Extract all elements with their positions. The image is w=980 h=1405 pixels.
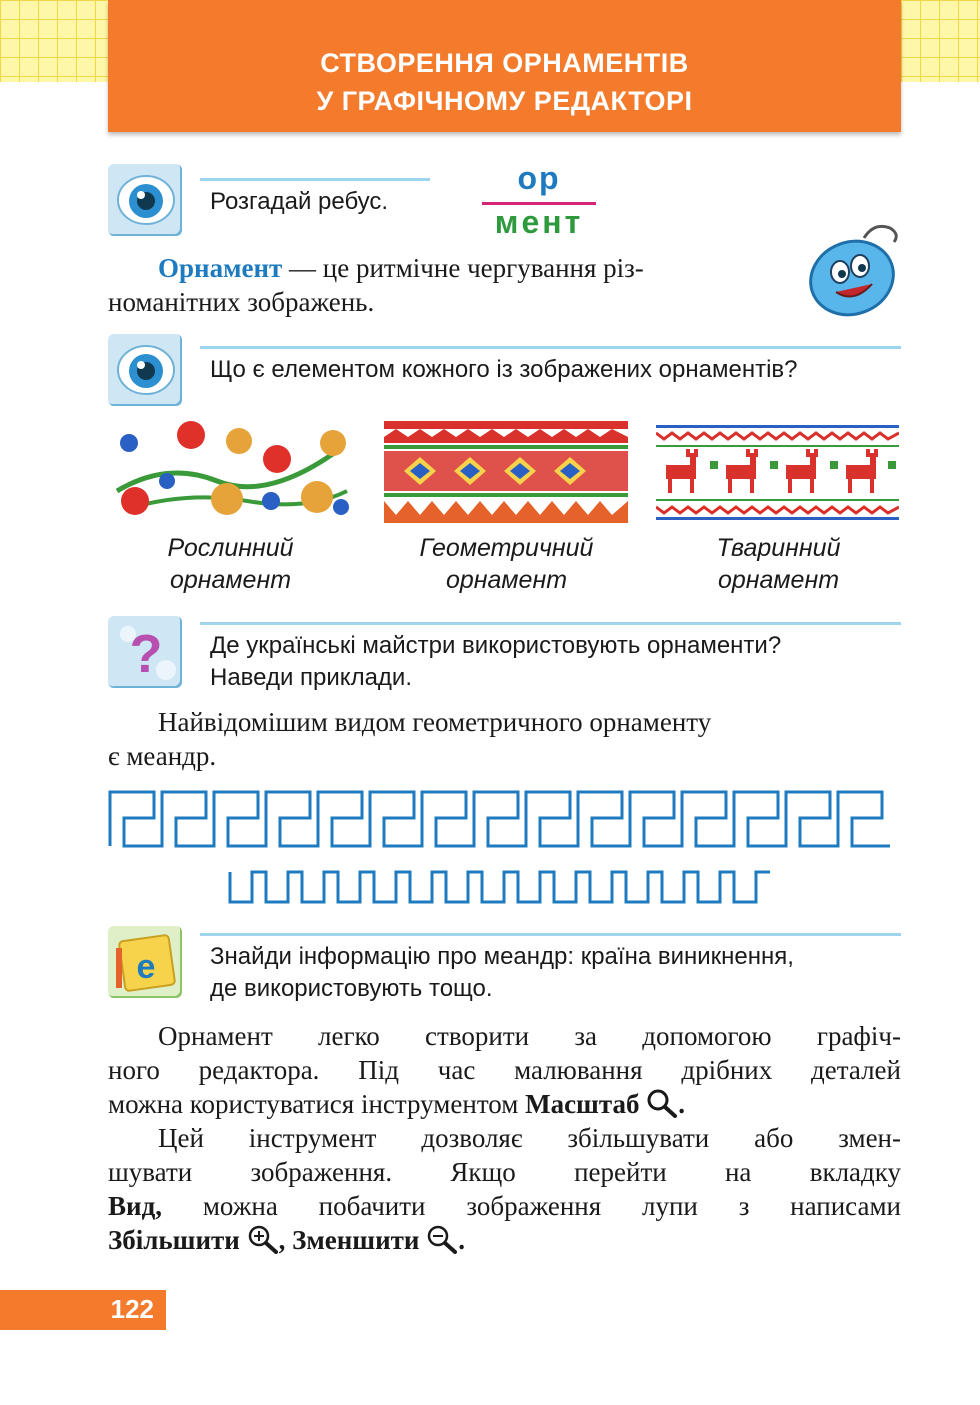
chapter-header [108,0,901,132]
svg-text:e: e [136,948,156,986]
definition-paragraph [108,251,798,319]
eye-icon [108,164,182,236]
chapter-title-line2: У ГРАФІЧНОМУ РЕДАКТОРІ [316,86,693,116]
task-divider-2 [200,346,901,349]
para1-line2: ного редактора. Під час малювання дрібних деталей [108,1055,901,1085]
animal-ornament-image [656,421,899,523]
caption-line1: Тваринний [716,534,841,562]
grid-decoration-right [901,0,980,82]
task-3-line2: Наведи приклади. [210,664,413,691]
meander-pattern-bottom [228,870,782,906]
meander-top-line [110,792,890,846]
para2-line3 [108,1189,901,1223]
question-icon [108,616,182,688]
task-text-2: Що є елементом кожного із зображених орнаментів? [210,356,798,383]
caption-line2: орнамент [169,566,292,594]
svg-text:?: ? [129,624,163,684]
caption-line1: Рослинний [167,534,294,562]
para1-line3-end: . [678,1089,685,1119]
task-divider-4 [200,933,901,936]
para2-separator: , [278,1225,293,1255]
chapter-title-line1: СТВОРЕННЯ ОРНАМЕНТІВ [320,48,689,78]
paragraph-graphic-editor [108,1019,901,1126]
geometric-ornament-caption [384,532,629,596]
task-text-3 [210,630,781,694]
para2-line3-text: можна побачити зображення лупи з написами [161,1191,901,1221]
definition-text: — це ритмічне чергування різ- [282,253,644,283]
page-number-tab [0,1290,166,1330]
caption-line1: Геометричний [419,534,594,562]
rebus-top: ор [517,160,561,196]
para1-line3-text: можна користуватися інструментом [108,1089,526,1119]
geometric-ornament-image [384,421,628,523]
meander-pattern-top [108,788,902,848]
definition-term: Орнамент [158,253,283,283]
page-number: 122 [110,1294,154,1324]
task-3-line1: Де українські майстри використовують орнаменти? [210,632,782,659]
browser-icon [108,926,182,998]
para2-line4-end: . [458,1225,465,1255]
zoom-tool-name: Масштаб [525,1089,640,1119]
para2-line2: шувати зображення. Якщо перейти на вкладку [108,1157,901,1187]
meander-paragraph [108,705,901,773]
meander-bottom-line [230,872,770,902]
animal-ornament-caption [656,532,901,596]
rebus-bottom: мент [494,204,584,240]
view-tab-name: Вид, [108,1191,162,1221]
para2-line4 [108,1223,901,1262]
task-4-line2: де використовують тощо. [210,975,493,1002]
caption-line2: орнамент [717,566,840,594]
task-text-1: Розгадай ребус. [210,188,389,215]
mouse-mascot-icon [804,220,902,318]
floral-ornament-caption [108,532,353,596]
task-icon-box-3 [108,616,182,688]
task-divider-1 [200,178,430,181]
para1-line1: Орнамент легко створити за допомогою графіч- [158,1021,901,1051]
paragraph-zoom-tool [108,1121,901,1262]
meander-line1: Найвідомішим видом геометричного орнаменту [158,707,712,737]
task-icon-box-1 [108,164,182,236]
task-4-line1: Знайди інформацію про меандр: країна виникнення, [210,943,794,970]
definition-line2: номанітних зображень. [108,287,375,317]
definition-line1 [108,251,798,285]
zoom-out-label: Зменшити [292,1225,420,1255]
floral-ornament-image [107,421,354,523]
para2-line1: Цей інструмент дозволяє збільшувати або змен- [158,1123,901,1153]
grid-decoration-left [0,0,108,82]
zoom-in-label: Збільшити [108,1225,240,1255]
eye-icon [108,334,182,406]
zoom-out-icon [426,1224,458,1262]
rebus [478,160,600,240]
caption-line2: орнамент [445,566,568,594]
zoom-in-icon [247,1224,279,1262]
task-divider-3 [200,622,901,625]
task-icon-box-4 [108,926,182,998]
task-text-4 [210,941,794,1005]
meander-line2: є меандр. [108,741,217,771]
task-icon-box-2 [108,334,182,406]
